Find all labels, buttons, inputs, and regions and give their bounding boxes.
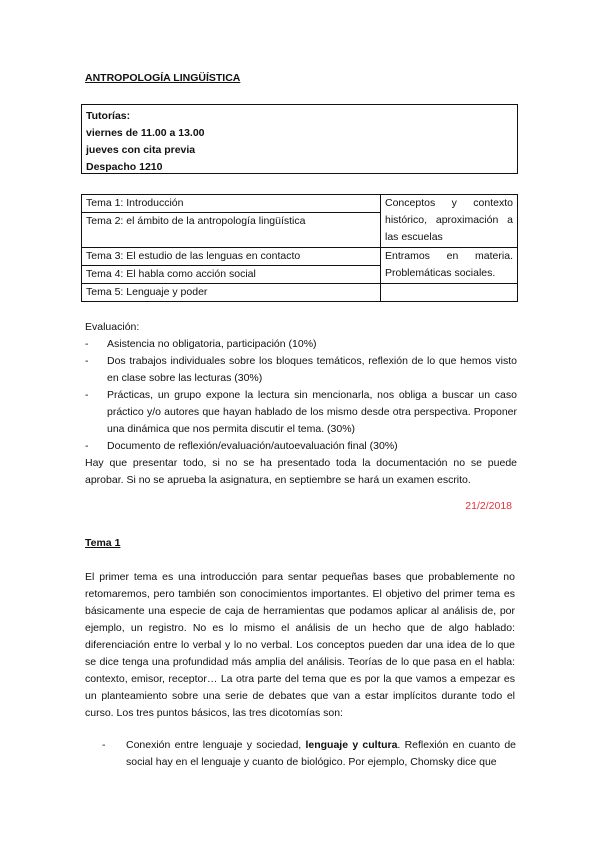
list-item (85, 353, 517, 387)
tema-cell: Tema 2: el ámbito de la antropología lingüística (82, 213, 381, 248)
list-item-text: Asistencia no obligatoria, participación (10%) (107, 338, 317, 350)
document-title: ANTROPOLOGÍA LINGÜÍSTICA (85, 72, 241, 84)
evaluacion-heading: Evaluación: (85, 321, 140, 333)
bullet-text-before: Conexión entre lenguaje y sociedad, (126, 739, 302, 751)
date-stamp: 21/2/2018 (465, 500, 512, 512)
list-item (102, 737, 516, 771)
list-item-text: Dos trabajos individuales sobre los bloques temáticos, reflexión de lo que hemos visto en clase sobre las lecturas (30%) (107, 355, 517, 384)
evaluacion-section (85, 319, 517, 489)
list-dash: - (85, 440, 89, 452)
bullet-text-bold: lenguaje y cultura (305, 739, 398, 751)
table-row (82, 195, 518, 213)
tutorias-line: viernes de 11.00 a 13.00 (86, 127, 205, 139)
tutorias-line: Despacho 1210 (86, 161, 163, 173)
tutorias-line: jueves con cita previa (86, 144, 196, 156)
tema-cell: Tema 3: El estudio de las lenguas en contacto (82, 248, 381, 266)
tema-cell: Tema 4: El habla como acción social (82, 266, 381, 284)
list-dash: - (85, 355, 89, 367)
list-item (85, 387, 517, 438)
list-dash: - (85, 389, 89, 401)
list-dash: - (102, 739, 106, 751)
tema-cell: Tema 5: Lenguaje y poder (82, 284, 381, 302)
list-item (85, 336, 517, 353)
tema-note-cell: Conceptos y contexto histórico, aproximación a las escuelas (381, 195, 518, 248)
tutorias-label: Tutorías: (86, 110, 131, 122)
temas-table (81, 194, 518, 302)
list-item-text (126, 737, 516, 771)
tema-cell: Tema 1: Introducción (82, 195, 381, 213)
table-row (82, 284, 518, 302)
list-item-text: Prácticas, un grupo expone la lectura sin mencionarla, nos obliga a buscar un caso práctico y/o autores que hayan hablado de los mismo desde otra perspectiva. Proponer una dinámica que nos permita discutir el tema. (30%) (107, 389, 517, 435)
bullet-text-after: . Reflexión en cuanto de social hay en el lenguaje y cuanto de biológico. Por ejemplo, Chomsky dice que (126, 739, 517, 768)
list-item-text: Documento de reflexión/evaluación/autoevaluación final (30%) (107, 440, 398, 452)
list-item (85, 438, 517, 455)
tema-note-cell-empty (381, 284, 518, 302)
section-heading: Tema 1 (85, 537, 121, 549)
tutorias-box (81, 104, 518, 174)
list-dash: - (85, 338, 89, 350)
tema-note-cell: Entramos en materia. Problemáticas sociales. (381, 248, 518, 284)
body-paragraph: El primer tema es una introducción para sentar pequeñas bases que probablemente no retomaremos, pero también son conocimientos importantes. El objetivo del primer tema es básicamente una especie de caja de herramientas que podamos aplicar al análisis de, por ejemplo, un registro. No es lo mismo el análisis de un hecho que de algo hablado: diferenciación entre lo verbal y lo no verbal. Los conceptos pueden dar una idea de lo que se dice tenga una profundidad más amplia del análisis. Teorías de lo que pasa en el habla: contexto, emisor, receptor… La otra parte del tema que es por la que vamos a empezar es un planteamiento sobre una serie de debates que van a estar implícitos durante todo el curso. Los tres puntos básicos, las tres dicotomías son: (85, 571, 515, 719)
evaluacion-note: Hay que presentar todo, si no se ha presentado toda la documentación no se puede aprobar. Si no se aprueba la asignatura, en septiembre se hará un examen escrito. (85, 457, 517, 486)
table-row (82, 248, 518, 266)
